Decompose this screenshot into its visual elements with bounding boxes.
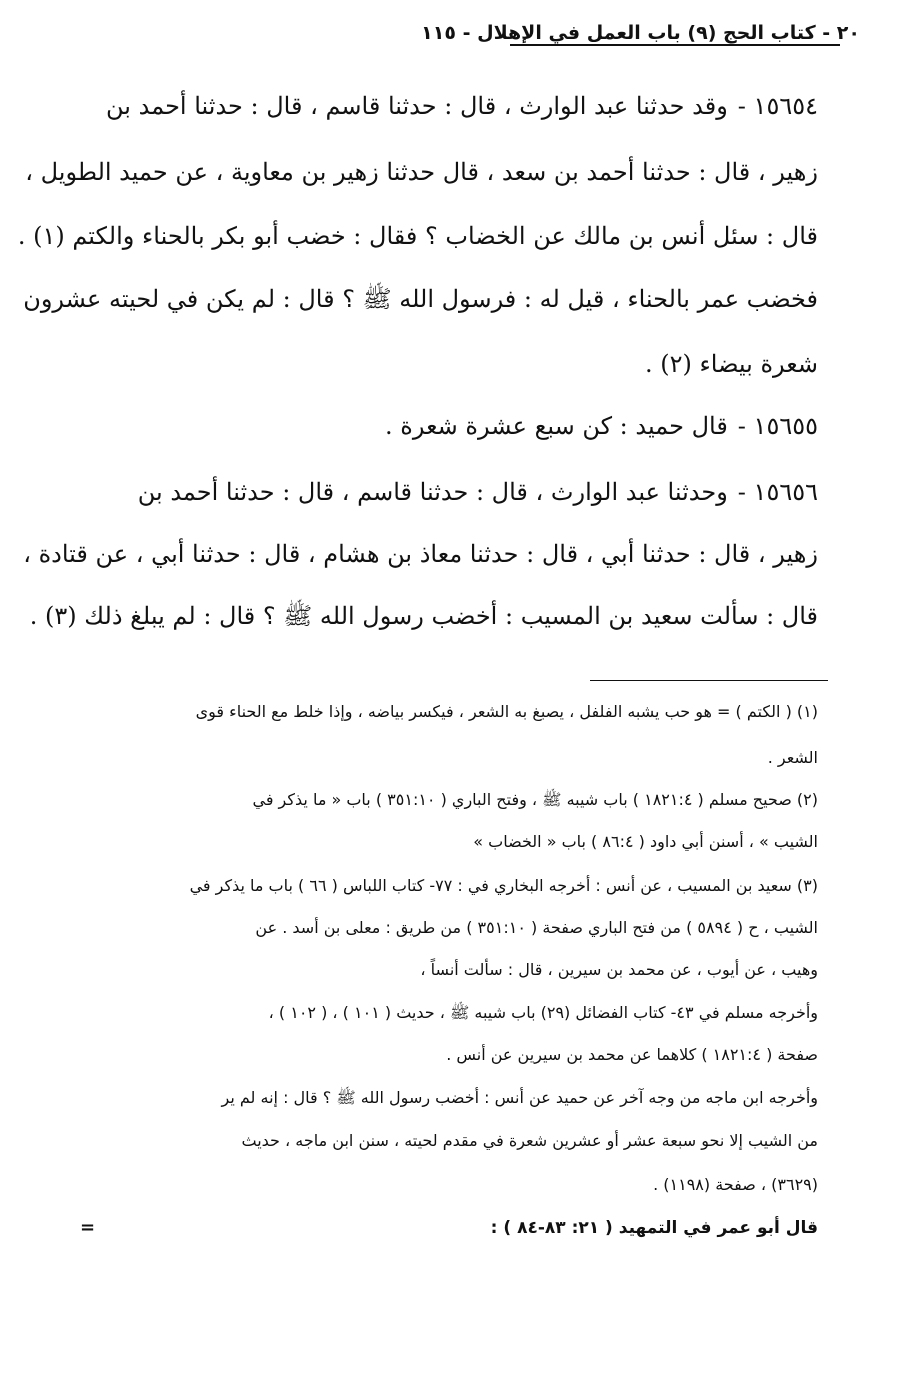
- footnote-3-line-1: (٣) سعيد بن المسيب ، عن أنس : أخرجه البخاري في : ٧٧- كتاب اللباس ( ٦٦ ) باب ما يذكر في: [189, 876, 818, 895]
- footnote-3-line-7: من الشيب إلا نحو سبعة عشر أو عشرين شعرة في مقدم لحيته ، سنن ابن ماجه ، حديث: [241, 1131, 818, 1150]
- running-header: ٢٠ - كتاب الحج (٩) باب العمل في الإهلال - ١١٥: [421, 22, 860, 44]
- footnote-separator: [590, 680, 828, 681]
- hadith-15654-line-1: ١٥٦٥٤ -وقد حدثنا عبد الوارث ، قال : حدثنا قاسم ، قال : حدثنا أحمد بن: [106, 92, 818, 120]
- hadith-15654-line-4: فخضب عمر بالحناء ، قيل له : فرسول الله ﷺ ؟ قال : لم يكن في لحيته عشرون: [23, 285, 818, 313]
- footnote-3-line-8: (٣٦٢٩) ، صفحة (١١٩٨) .: [653, 1175, 818, 1194]
- footnote-2-line-1: (٢) صحيح مسلم ( ١٨٢١:٤ ) باب شيبه ﷺ ، وفتح الباري ( ٣٥١:١٠ ) باب « ما يذكر في: [252, 790, 818, 809]
- hadith-15654-line-2: زهير ، قال : حدثنا أحمد بن سعد ، قال حدثنا زهير بن معاوية ، عن حميد الطويل ،: [25, 158, 818, 186]
- hadith-15655-line-1: ١٥٦٥٥ -قال حميد : كن سبع عشرة شعرة .: [385, 412, 818, 440]
- footnote-3-line-2: الشيب ، ح ( ٥٨٩٤ ) من فتح الباري صفحة ( ٣٥١:١٠ ) من طريق : معلى بن أسد . عن: [255, 918, 818, 937]
- hadith-15654-line-3: قال : سئل أنس بن مالك عن الخضاب ؟ فقال : خضب أبو بكر بالحناء والكتم (١) .: [17, 222, 818, 250]
- footnote-1-line-2: الشعر .: [767, 748, 818, 767]
- footnote-3-line-5: صفحة ( ١٨٢١:٤ ) كلاهما عن محمد بن سيرين عن أنس .: [446, 1045, 818, 1064]
- hadith-15654-line-5: شعرة بيضاء (٢) .: [645, 350, 818, 378]
- footnote-3-line-4: وأخرجه مسلم في ٤٣- كتاب الفضائل (٢٩) باب شيبه ﷺ ، حديث ( ١٠١ ) ، ( ١٠٢ ) ،: [268, 1003, 818, 1022]
- hadith-number: ١٥٦٥٦ -: [737, 478, 818, 506]
- hadith-15656-line-3: قال : سألت سعيد بن المسيب : أخضب رسول الله ﷺ ؟ قال : لم يبلغ ذلك (٣) .: [29, 602, 818, 630]
- footnote-1-line-1: (١) ( الكتم ) = هو حب يشبه الفلفل ، يصبغ به الشعر ، فيكسر بياضه ، وإذا خلط مع الحناء قوى: [195, 702, 818, 721]
- header-rule: [510, 44, 840, 46]
- hadith-number: ١٥٦٥٤ -: [737, 92, 818, 120]
- footnote-3-line-3: وهيب ، عن أيوب ، عن محمد بن سيرين ، قال : سألت أنساً ،: [420, 960, 818, 979]
- hadith-15656-line-2: زهير ، قال : حدثنا أبي ، قال : حدثنا معاذ بن هشام ، قال : حدثنا أبي ، عن قتادة ،: [23, 540, 818, 568]
- hadith-15656-line-1: ١٥٦٥٦ -وحدثنا عبد الوارث ، قال : حدثنا قاسم ، قال : حدثنا أحمد بن: [137, 478, 818, 506]
- hadith-number: ١٥٦٥٥ -: [737, 412, 818, 440]
- footnote-2-line-2: الشيب » ، أسنن أبي داود ( ٨٦:٤ ) باب « الخضاب »: [473, 832, 818, 851]
- footnote-3-line-6: وأخرجه ابن ماجه من وجه آخر عن حميد عن أنس : أخضب رسول الله ﷺ ؟ قال : إنه لم ير: [221, 1088, 818, 1107]
- continuation-marker: =: [80, 1217, 96, 1238]
- closing-line: قال أبو عمر في التمهيد ( ٢١: ٨٣-٨٤ ) :: [490, 1218, 818, 1238]
